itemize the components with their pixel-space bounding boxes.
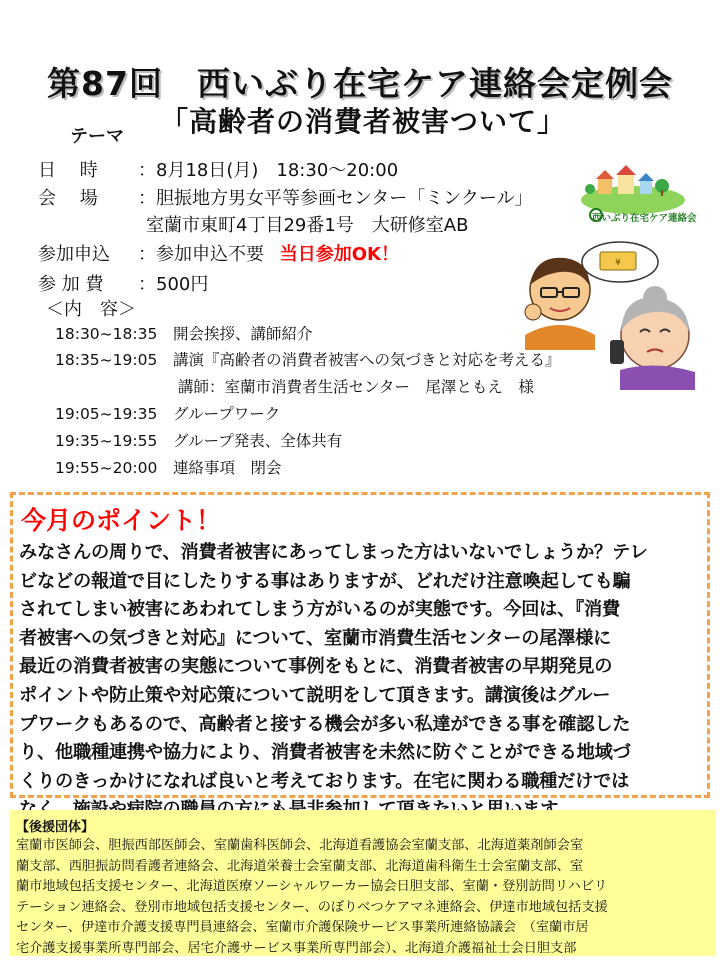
- program-desc: 連絡事項 閉会: [173, 459, 282, 477]
- organization-logo: [578, 148, 688, 238]
- svg-text:¥: ¥: [615, 258, 621, 268]
- venue-label: 会 場: [38, 188, 98, 209]
- apply-value: ：参加申込不要: [138, 244, 264, 265]
- program-desc: 講演『高齢者の消費者被害への気づきと対応を考える』: [173, 351, 561, 369]
- apply-label: 参加申込: [38, 244, 110, 265]
- program-item: [55, 402, 280, 424]
- venue-value: ：胆振地方男女平等参画センター「ミンクール」: [138, 188, 533, 209]
- point-body: みなさんの周りで、消費者被害にあってしまった方はいないでしょうか？テレ ビなどの報道で目にしたりする事はありますが、どれだけ注意喚起しても騙 されてしまい被害にあわれてしまう方がいるのが実態です。今回は、『消費 者被害への気づきと対応』について、室蘭市消費生活センターの尾澤様に 最近の消費者被害の実態について事例をもとに、消費者被害の早期発見の ポイントや防止策や対応策について説明をして頂きます。講演後はグルー プワークもあるので、高齢者と接する機会が多い私達ができる事を確認した り、他職種連携や協力により、消費者被害を未然に防ぐことができる地域づ くりのきっかけになれば良いと考えております。在宅に関わる職種だけでは: [19, 542, 648, 792]
- logo-text: 西いぶり在宅ケア連絡会: [592, 213, 697, 224]
- support-heading: 【後援団体】: [16, 820, 95, 835]
- program-item: [55, 456, 282, 478]
- point-box: [10, 492, 710, 798]
- program-desc: グループワーク: [173, 405, 281, 423]
- venue-row: [38, 184, 533, 210]
- apply-note: 当日参加OK！: [279, 244, 399, 265]
- program-time: 18:35~19:05: [55, 351, 158, 369]
- program-time: 18:30~18:35: [55, 325, 158, 343]
- venue-address: 室蘭市東町4丁目29番1号 大研修室AB: [146, 215, 469, 236]
- people-illustration: [505, 240, 705, 390]
- fee-row: [38, 270, 208, 296]
- support-body: 室蘭市医師会、胆振西部医師会、室蘭歯科医師会、北海道看護協会室蘭支部、北海道薬剤師会室 蘭支部、西胆振訪問看護者連絡会、北海道栄養士会室蘭支部、北海道歯科衛生士会室蘭支部、室 蘭市地域包括支援センター、北海道医療ソーシャルワーカー協会日胆支部、室蘭・登別訪問リハビリ テーション連絡会、登別市地域包括支援センター、のぼりべつケアマネ連絡会、伊達市地域包括支援 センター、伊達市介護支援専門員連絡会、室蘭市介護保険サービス事業所連絡協議会 （室蘭市居 宅介護支援事業所専門部会、居宅介護サービス事業所専門部会）、北海道介護福祉士会日胆支部: [16, 838, 608, 956]
- date-value: ：8月18日(月) 18:30～20:00: [138, 160, 399, 181]
- content-label: ＜内 容＞: [46, 299, 136, 320]
- program-time: 19:55~20:00: [55, 459, 158, 477]
- support-box: [10, 810, 715, 956]
- program-time: 19:35~19:55: [55, 432, 158, 450]
- apply-row: [38, 240, 399, 266]
- date-label: 日 時: [38, 160, 98, 181]
- date-row: [38, 156, 398, 182]
- program-desc: グループ発表、全体共有: [173, 432, 343, 450]
- fee-value: ：500円: [138, 274, 209, 295]
- theme-title: 「高齢者の消費者被害ついて」: [160, 105, 567, 138]
- theme-label: テーマ: [70, 126, 124, 147]
- program-time: 19:05~19:35: [55, 405, 158, 423]
- program-item: [55, 322, 313, 344]
- program-desc: 開会挨拶、講師紹介: [173, 325, 313, 343]
- fee-label: 参 加 費: [38, 274, 104, 295]
- program-speaker: 講師：室蘭市消費者生活センター 尾澤ともえ 様: [178, 378, 534, 396]
- program-item: [55, 348, 561, 370]
- point-heading: 今月のポイント！: [21, 506, 222, 535]
- page-title: 第87回 西いぶり在宅ケア連絡会定例会: [47, 64, 673, 103]
- program-item: [55, 429, 342, 451]
